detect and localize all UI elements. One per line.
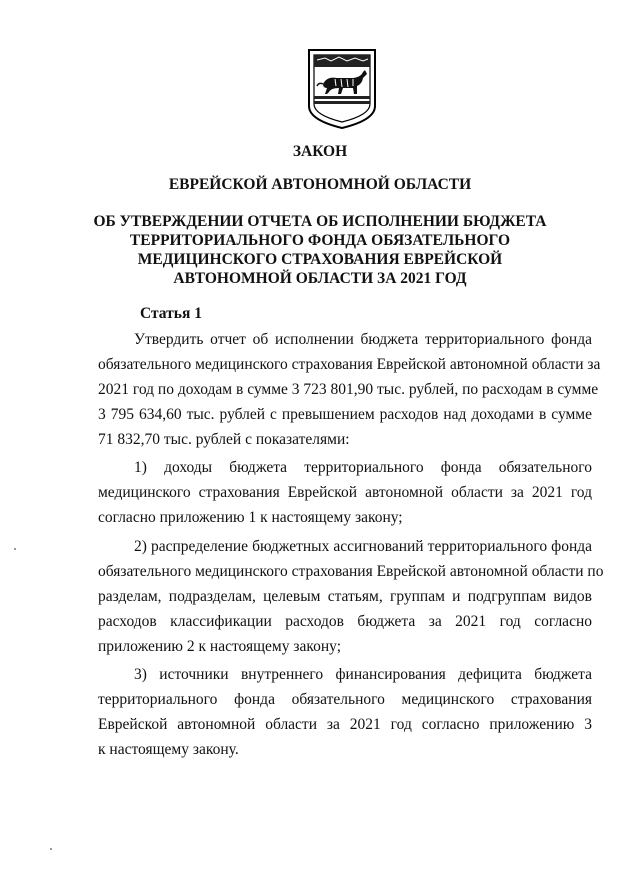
- article-item-2: [98, 534, 604, 659]
- subject-line: ТЕРРИТОРИАЛЬНОГО ФОНДА ОБЯЗАТЕЛЬНОГО: [129, 232, 511, 249]
- paragraph-line: 2) распределение бюджетных ассигнований территориального фонда: [134, 538, 592, 555]
- paragraph-line: 3) источники внутреннего финансирования дефицита бюджета: [134, 666, 592, 683]
- paragraph-line: обязательного медицинского страхования Еврейской автономной области за: [98, 356, 601, 373]
- paragraph-line: обязательного медицинского страхования Еврейской автономной области по: [98, 563, 604, 580]
- paragraph-line: Утвердить отчет об исполнении бюджета территориального фонда: [134, 331, 592, 348]
- subject-line: МЕДИЦИНСКОГО СТРАХОВАНИЯ ЕВРЕЙСКОЙ: [137, 251, 503, 268]
- law-subject-title: [0, 212, 640, 288]
- coat-of-arms-emblem: [305, 48, 379, 130]
- subject-line: АВТОНОМНОЙ ОБЛАСТИ ЗА 2021 ГОД: [173, 270, 467, 287]
- law-title: ЗАКОН: [292, 143, 348, 160]
- paragraph-line: разделам, подразделам, целевым статьям, группам и подгруппам видов: [98, 588, 592, 605]
- paragraph-line: 71 832,70 тыс. рублей с показателями:: [98, 431, 350, 448]
- paragraph-line: приложению 2 к настоящему закону;: [98, 638, 341, 655]
- region-title: ЕВРЕЙСКОЙ АВТОНОМНОЙ ОБЛАСТИ: [168, 176, 472, 193]
- article-title: Статья 1: [140, 305, 202, 322]
- paragraph-line: расходов классификации расходов бюджета за 2021 год согласно: [98, 613, 592, 630]
- tiger-shield-icon: [305, 48, 379, 130]
- scan-speck: [14, 548, 16, 550]
- article-item-3: [98, 662, 592, 762]
- paragraph-line: 3 795 634,60 тыс. рублей с превышением расходов над доходами в сумме: [98, 406, 592, 423]
- paragraph-line: 2021 год по доходам в сумме 3 723 801,90 тыс. рублей, по расходам в сумме: [98, 381, 599, 398]
- scan-speck: [50, 848, 52, 850]
- subject-line: ОБ УТВЕРЖДЕНИИ ОТЧЕТА ОБ ИСПОЛНЕНИИ БЮДЖЕТА: [93, 213, 547, 230]
- article-paragraph-main: [98, 327, 601, 452]
- paragraph-line: согласно приложению 1 к настоящему закону;: [98, 509, 403, 526]
- article-item-1: [98, 455, 592, 530]
- paragraph-line: медицинского страхования Еврейской автономной области за 2021 год: [98, 484, 592, 501]
- paragraph-line: Еврейской автономной области за 2021 год согласно приложению 3: [98, 716, 592, 733]
- paragraph-line: территориального фонда обязательного медицинского страхования: [98, 691, 592, 708]
- paragraph-line: к настоящему закону.: [98, 741, 239, 758]
- paragraph-line: 1) доходы бюджета территориального фонда обязательного: [134, 459, 592, 476]
